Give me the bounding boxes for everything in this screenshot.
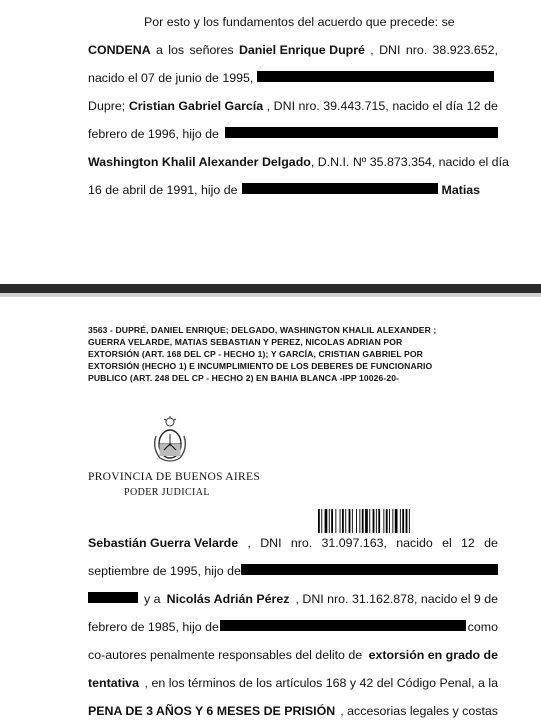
page-separator: [0, 284, 541, 293]
paragraph-line: [88, 99, 498, 113]
redaction-bar: [88, 592, 138, 603]
paragraph-line: [88, 155, 509, 169]
bold-text-span: extorsión en grado de: [368, 648, 498, 662]
document-page-2: [0, 297, 541, 728]
bold-text-span: Daniel Enrique Dupré: [238, 43, 365, 57]
redaction-bar: [220, 620, 466, 631]
barcode-bar: [362, 509, 364, 533]
text-span: 31.097.163,: [321, 536, 387, 550]
text-span: nro.: [290, 536, 313, 550]
barcode-bar: [349, 509, 351, 533]
barcode-bar: [325, 509, 328, 533]
paragraph-line: [88, 676, 498, 690]
barcode-bar: [342, 509, 344, 533]
text-span: y a: [144, 592, 161, 606]
barcode-bar: [383, 509, 384, 533]
province-heading: PROVINCIA DE BUENOS AIRES: [88, 471, 261, 483]
barcode-bar: [369, 509, 370, 533]
caption-line: EXTORSIÓN (HECHO 1) E INCUMPLIMIENTO DE LOS DEBERES DE FUNCIONARIO: [88, 361, 433, 371]
text-span: el: [432, 99, 443, 113]
text-span: como: [467, 620, 498, 634]
text-span: el: [442, 536, 452, 550]
text-span: de: [484, 99, 498, 113]
barcode-bar: [386, 509, 388, 533]
case-caption: [88, 324, 508, 384]
text-span: septiembre de 1995, hijo de: [88, 564, 241, 578]
text-span: 12: [461, 536, 475, 550]
paragraph-line: [88, 648, 498, 662]
text-span: , D.N.I. Nº 35.873.354, nacido el día: [310, 155, 509, 169]
barcode-bar: [340, 509, 341, 533]
paragraph-line: [88, 183, 498, 197]
text-span: , DNI nro. 39.443.715,: [266, 99, 389, 113]
text-span: 12: [466, 99, 481, 113]
barcode-bar: [321, 509, 322, 533]
paragraph-line: [88, 592, 498, 606]
paragraph-line: [88, 564, 498, 578]
barcode-bar: [331, 509, 333, 533]
paragraph-line: [88, 704, 498, 718]
barcode-bar: [409, 509, 410, 533]
text-span: a: [156, 43, 163, 57]
barcode-bar: [356, 509, 357, 533]
text-span: co-autores penalmente responsables del delito de: [88, 648, 363, 662]
bold-text-span: tentativa: [88, 676, 139, 690]
text-span: de: [484, 536, 498, 550]
text-span: ,: [247, 536, 251, 550]
barcode-bar: [345, 509, 346, 533]
text-span: nacido: [392, 99, 429, 113]
paragraph-line: [88, 620, 498, 634]
paragraph-line: [88, 127, 498, 141]
barcode-bar: [406, 509, 408, 533]
text-span: , accesorias legales y costas: [340, 704, 498, 718]
caption-line: PUBLICO (ART. 248 DEL CP - HECHO 2) EN BAHIA BLANCA -IPP 10026-20-: [88, 373, 400, 383]
coat-of-arms-seal: [150, 416, 190, 466]
barcode-bar: [400, 509, 401, 533]
text-span: nro.: [405, 43, 428, 57]
document-page-1: [0, 0, 541, 284]
text-span: , DNI nro. 31.162.878, nacido el 9 de: [295, 592, 498, 606]
text-span: 16 de abril de 1991, hijo de: [88, 183, 238, 197]
text-span: DNI: [260, 536, 282, 550]
caption-line: 3563 - DUPRÉ, DANIEL ENRIQUE; DELGADO, WASHINGTON KHALIL ALEXANDER ;: [88, 325, 437, 335]
text-span: , en los términos de los artículos 168 y 42 del Código Penal, a la: [144, 676, 498, 690]
barcode-bar: [395, 509, 398, 533]
barcode-bar: [378, 509, 380, 533]
barcode-bar: [359, 509, 360, 533]
text-span: febrero de 1985, hijo de: [88, 620, 219, 634]
text-span: día: [445, 99, 464, 113]
bold-text-span: Matias: [441, 183, 481, 197]
barcode-bar: [335, 509, 336, 533]
redaction-bar: [242, 183, 438, 194]
redaction-bar: [257, 71, 494, 82]
bold-text-span: CONDENA: [88, 43, 151, 57]
bold-text-span: Washington Khalil Alexander Delgado: [88, 155, 311, 169]
text-span: nacido: [396, 536, 433, 550]
caption-line: GUERRA VELARDE, MATIAS SEBASTIAN Y PEREZ, NICOLAS ADRIAN POR: [88, 337, 403, 347]
barcode-bar: [389, 509, 390, 533]
text-span: Por esto y los fundamentos del acuerdo que precede: se: [144, 15, 455, 29]
barcode: [318, 509, 432, 533]
barcode-bar: [329, 509, 330, 533]
redaction-bar: [225, 127, 498, 138]
text-span: 38.923.652,: [432, 43, 498, 57]
paragraph-line: [88, 71, 498, 85]
caption-line: EXTORSIÓN (ART. 168 DEL CP - HECHO 1); Y GARCÍA, CRISTIAN GABRIEL POR: [88, 349, 423, 359]
judicial-branch-heading: PODER JUDICIAL: [124, 487, 210, 498]
barcode-bar: [402, 509, 404, 533]
text-span: Dupre;: [88, 99, 126, 113]
barcode-bar: [373, 509, 375, 533]
barcode-bar: [318, 509, 320, 533]
bold-text-span: Nicolás Adrián Pérez: [166, 592, 290, 606]
bold-text-span: PENA DE 3 AÑOS Y 6 MESES DE PRISIÓN: [88, 704, 336, 718]
barcode-bar: [392, 509, 393, 533]
redaction-bar: [241, 564, 498, 575]
paragraph-line: [144, 15, 498, 29]
text-span: nacido el 07 de junio de 1995,: [88, 71, 254, 85]
paragraph-line: [88, 43, 498, 57]
bold-text-span: Cristian Gabriel García: [128, 99, 264, 113]
text-span: los: [168, 43, 185, 57]
text-span: ,: [370, 43, 374, 57]
barcode-bar: [376, 509, 377, 533]
bold-text-span: Sebastián Guerra Velarde: [88, 536, 239, 550]
paragraph-line: [88, 536, 498, 550]
text-span: DNI: [379, 43, 401, 57]
text-span: febrero de 1996, hijo de: [88, 127, 219, 141]
text-span: señores: [189, 43, 234, 57]
barcode-bar: [365, 509, 368, 533]
barcode-bar: [352, 509, 353, 533]
